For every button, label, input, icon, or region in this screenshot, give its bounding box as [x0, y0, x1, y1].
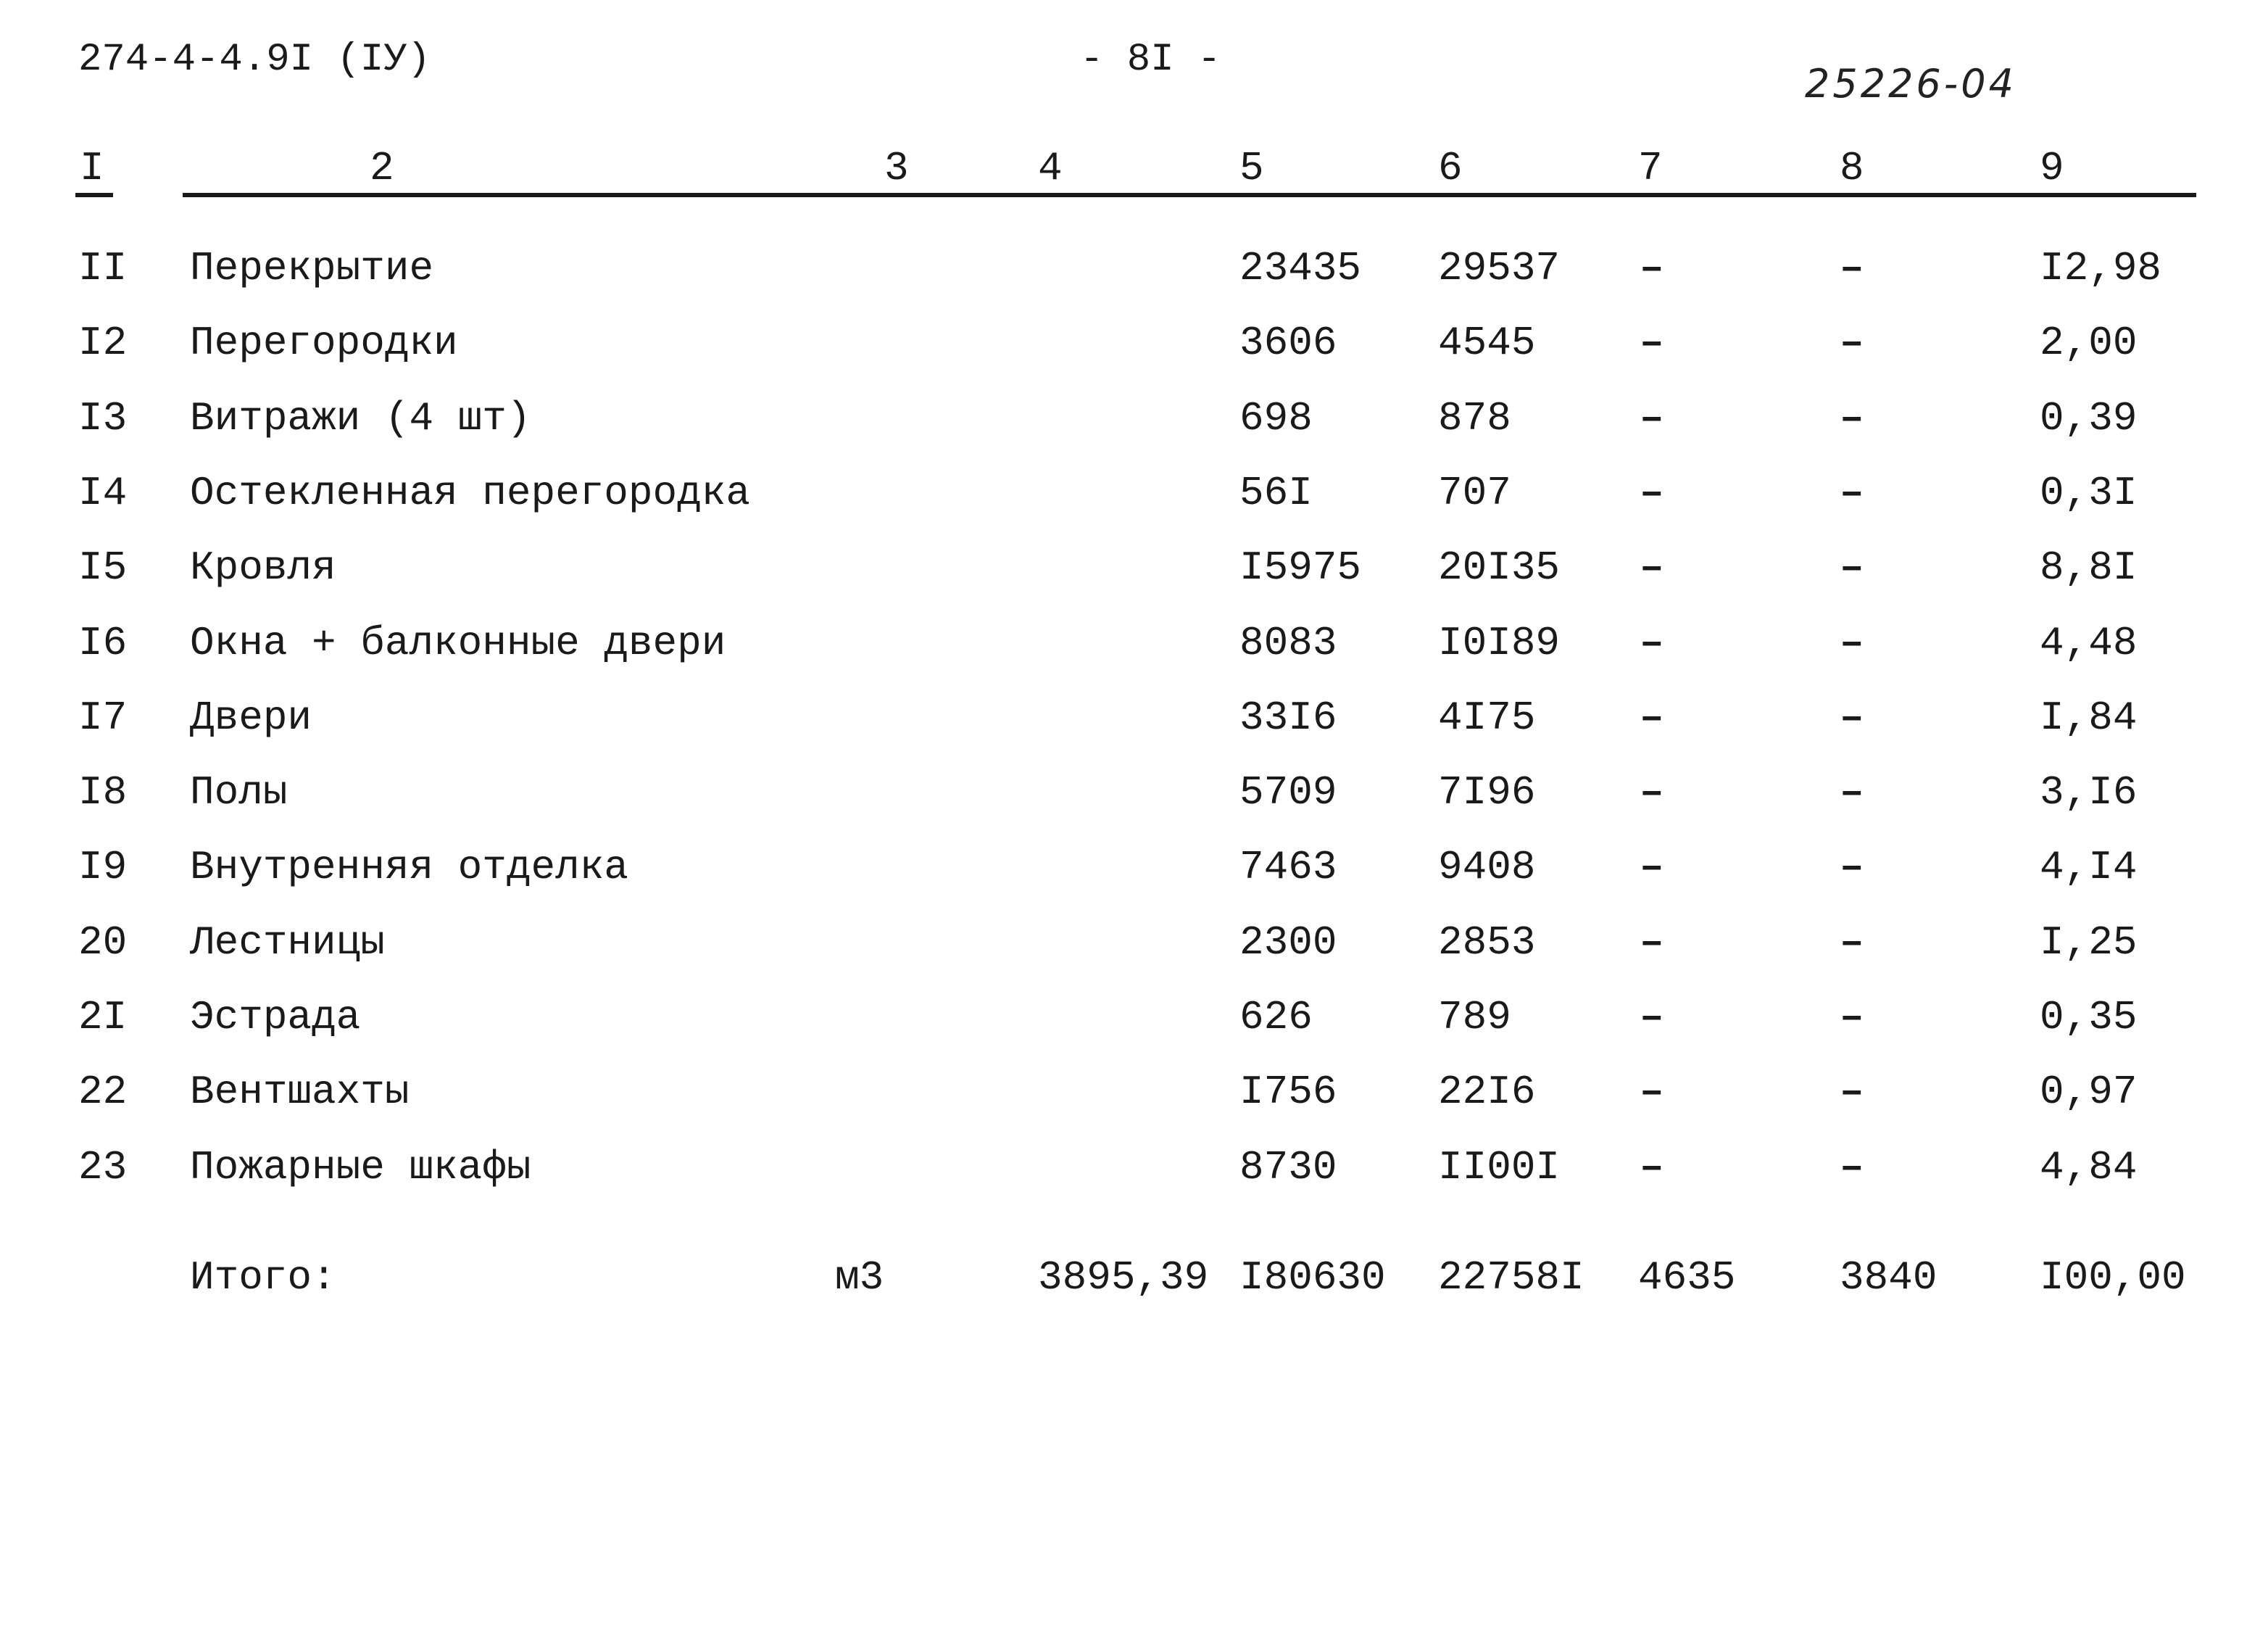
row-col-5: 2300	[1239, 919, 1337, 966]
row-col-7: –	[1640, 620, 1664, 666]
row-col-8: –	[1840, 320, 1864, 366]
row-col-7: –	[1640, 1069, 1664, 1115]
column-header-4: 4	[1038, 145, 1063, 191]
row-col-5: 5709	[1239, 769, 1337, 816]
row-col-6: 9408	[1438, 844, 1536, 890]
total-label: Итого:	[190, 1254, 336, 1301]
row-col-6: 789	[1438, 994, 1511, 1040]
row-col-7: –	[1640, 1144, 1664, 1191]
row-name: Витражи (4 шт)	[190, 395, 531, 442]
row-col-5: 33I6	[1239, 695, 1337, 741]
row-number: I5	[78, 545, 128, 591]
column-header-8: 8	[1840, 145, 1864, 191]
header-rule-segment-2	[183, 193, 2196, 197]
row-number: I9	[78, 844, 128, 890]
row-number: I4	[78, 470, 128, 516]
row-col-8: –	[1840, 470, 1864, 516]
row-col-8: –	[1840, 919, 1864, 966]
row-col-6: 2853	[1438, 919, 1536, 966]
row-col-7: –	[1640, 245, 1664, 291]
row-number: 2I	[78, 994, 128, 1040]
row-col-7: –	[1640, 769, 1664, 816]
total-col-8: 3840	[1840, 1254, 1937, 1301]
row-number: I7	[78, 695, 128, 741]
column-header-1: I	[80, 145, 104, 191]
row-col-7: –	[1640, 395, 1664, 442]
row-number: I6	[78, 620, 128, 666]
row-name: Перекрытие	[190, 245, 434, 291]
row-name: Остекленная перегородка	[190, 470, 750, 516]
row-col-6: 29537	[1438, 245, 1561, 291]
row-col-5: 698	[1239, 395, 1313, 442]
row-col-5: 8083	[1239, 620, 1337, 666]
row-col-7: –	[1640, 695, 1664, 741]
row-col-8: –	[1840, 769, 1864, 816]
row-col-9: I,25	[2040, 919, 2138, 966]
row-name: Пожарные шкафы	[190, 1144, 531, 1191]
row-col-9: 2,00	[2040, 320, 2138, 366]
total-col-7: 4635	[1638, 1254, 1736, 1301]
header-rule-segment-1	[75, 193, 113, 197]
total-col-6: 22758I	[1438, 1254, 1584, 1301]
column-header-2: 2	[370, 145, 394, 191]
total-col-9: I00,00	[2040, 1254, 2186, 1301]
column-header-9: 9	[2040, 145, 2064, 191]
row-col-5: I756	[1239, 1069, 1337, 1115]
document-code: 274-4-4.9I (IУ)	[78, 38, 431, 82]
column-header-6: 6	[1438, 145, 1463, 191]
row-col-9: 0,3I	[2040, 470, 2138, 516]
row-col-9: 0,97	[2040, 1069, 2138, 1115]
row-col-9: 4,48	[2040, 620, 2138, 666]
row-col-9: 3,I6	[2040, 769, 2138, 816]
row-col-7: –	[1640, 844, 1664, 890]
row-col-5: 8730	[1239, 1144, 1337, 1191]
row-col-9: 0,35	[2040, 994, 2138, 1040]
row-number: 23	[78, 1144, 128, 1191]
column-header-5: 5	[1239, 145, 1264, 191]
row-col-8: –	[1840, 695, 1864, 741]
row-col-5: 3606	[1239, 320, 1337, 366]
row-name: Перегородки	[190, 320, 458, 366]
row-col-5: 7463	[1239, 844, 1337, 890]
row-col-6: 4I75	[1438, 695, 1536, 741]
row-col-5: 56I	[1239, 470, 1313, 516]
row-name: Лестницы	[190, 919, 385, 966]
row-col-8: –	[1840, 395, 1864, 442]
row-col-6: 4545	[1438, 320, 1536, 366]
row-number: II	[78, 245, 128, 291]
row-name: Вентшахты	[190, 1069, 410, 1115]
row-number: I3	[78, 395, 128, 442]
row-col-9: 8,8I	[2040, 545, 2138, 591]
row-name: Внутренняя отделка	[190, 844, 628, 890]
row-col-5: I5975	[1239, 545, 1362, 591]
row-number: I8	[78, 769, 128, 816]
row-col-8: –	[1840, 1069, 1864, 1115]
handwritten-number: 25226-04	[1805, 61, 2016, 107]
row-col-7: –	[1640, 545, 1664, 591]
row-col-8: –	[1840, 1144, 1864, 1191]
row-col-8: –	[1840, 245, 1864, 291]
row-col-7: –	[1640, 994, 1664, 1040]
row-col-5: 626	[1239, 994, 1313, 1040]
page-number: - 8I -	[1080, 38, 1221, 82]
total-col-5: I80630	[1239, 1254, 1386, 1301]
row-col-8: –	[1840, 545, 1864, 591]
row-col-9: 4,I4	[2040, 844, 2138, 890]
total-col-4: 3895,39	[1038, 1254, 1209, 1301]
row-col-6: 20I35	[1438, 545, 1561, 591]
row-col-9: I2,98	[2040, 245, 2162, 291]
row-number: 20	[78, 919, 128, 966]
row-col-6: II00I	[1438, 1144, 1561, 1191]
row-number: 22	[78, 1069, 128, 1115]
row-col-8: –	[1840, 844, 1864, 890]
row-col-8: –	[1840, 620, 1864, 666]
row-col-9: 4,84	[2040, 1144, 2138, 1191]
column-header-3: 3	[884, 145, 909, 191]
total-unit: м3	[835, 1254, 884, 1301]
row-col-8: –	[1840, 994, 1864, 1040]
row-col-7: –	[1640, 470, 1664, 516]
column-header-7: 7	[1638, 145, 1663, 191]
row-col-6: 7I96	[1438, 769, 1536, 816]
row-col-5: 23435	[1239, 245, 1362, 291]
row-name: Окна + балконные двери	[190, 620, 726, 666]
row-name: Двери	[190, 695, 312, 741]
row-col-6: 22I6	[1438, 1069, 1536, 1115]
row-col-6: 878	[1438, 395, 1511, 442]
row-name: Кровля	[190, 545, 336, 591]
row-col-9: I,84	[2040, 695, 2138, 741]
row-name: Полы	[190, 769, 288, 816]
row-col-6: 707	[1438, 470, 1511, 516]
row-col-7: –	[1640, 919, 1664, 966]
row-col-7: –	[1640, 320, 1664, 366]
row-col-9: 0,39	[2040, 395, 2138, 442]
row-col-6: I0I89	[1438, 620, 1561, 666]
row-number: I2	[78, 320, 128, 366]
row-name: Эстрада	[190, 994, 361, 1040]
